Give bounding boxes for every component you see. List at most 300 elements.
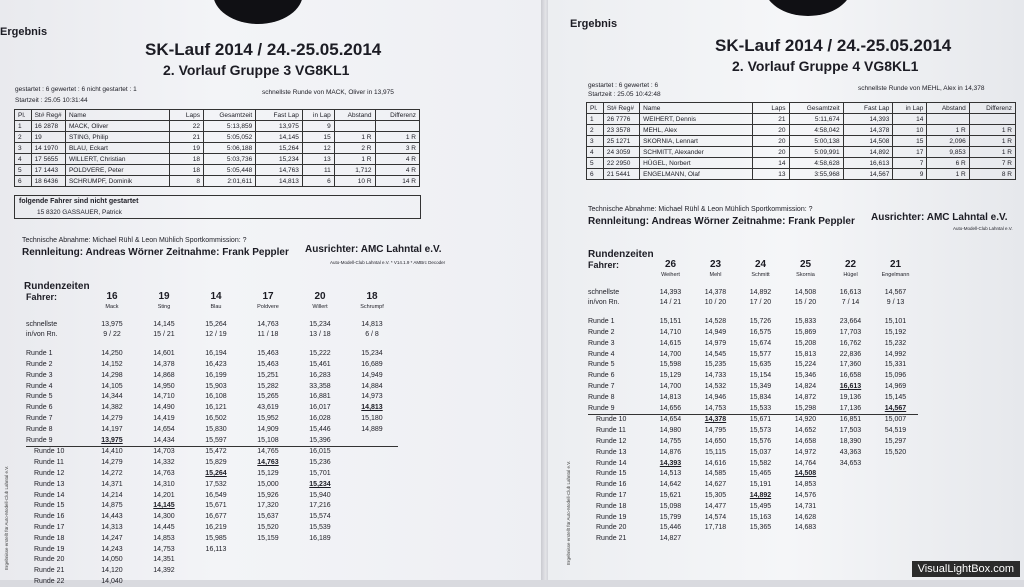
lap-time: 15,192 <box>884 329 907 337</box>
lap-row <box>26 435 398 446</box>
lap-time: 16,017 <box>309 404 331 412</box>
lap-time: 15,463 <box>257 361 279 369</box>
lap-time: 14,351 <box>153 556 175 564</box>
lap-time: 16,762 <box>839 339 862 347</box>
lap-time: 15,222 <box>309 350 331 358</box>
lap-row <box>26 468 398 479</box>
lap-time: 17,320 <box>257 502 279 510</box>
race-officials: Rennleitung: Andreas Wörner Zeitnahme: Frank Peppler <box>22 247 289 258</box>
lap-time <box>873 490 918 501</box>
lap-time: 15,236 <box>309 459 331 467</box>
results-cell: 2 <box>587 125 604 136</box>
lap-row <box>26 446 398 457</box>
lap-time: 17,503 <box>839 427 862 435</box>
inrn-label: in/von Rn. <box>26 331 58 339</box>
lap-time <box>294 544 346 555</box>
lap-label: Runde 3 <box>588 339 615 347</box>
lap-time: 14,710 <box>153 393 175 401</box>
fast-value: 14,378 <box>704 288 727 296</box>
results-cell: 5:05,448 <box>203 165 255 176</box>
results-cell: SKORNIA, Lennart <box>640 136 753 147</box>
lap-time: 14,574 <box>704 513 727 521</box>
fast-label: schnellste <box>26 320 58 328</box>
results-cell: 1,712 <box>334 165 375 176</box>
lap-time: 14,601 <box>153 350 175 358</box>
lap-row <box>26 511 398 522</box>
lap-label: Runde 13 <box>34 480 65 488</box>
lap-time <box>828 501 873 512</box>
lap-time <box>346 468 398 479</box>
lap-row <box>588 425 918 436</box>
lap-label: Runde 15 <box>34 502 65 510</box>
lap-time: 15,298 <box>794 404 817 412</box>
lap-time: 14,973 <box>361 393 383 401</box>
lap-time: 14,765 <box>257 448 279 456</box>
lap-time: 14,813 <box>361 404 383 412</box>
lap-time <box>346 522 398 533</box>
lap-time <box>738 533 783 544</box>
results-cell: 3 <box>15 143 32 154</box>
lap-row <box>588 316 918 327</box>
inrn-value: 13 / 18 <box>309 331 331 339</box>
lap-time <box>693 533 738 544</box>
lap-label: Runde 20 <box>34 556 65 564</box>
lap-row <box>26 392 398 403</box>
lap-time: 16,502 <box>205 415 227 423</box>
punch-hole <box>764 0 852 16</box>
lap-label: Runde 7 <box>588 383 615 391</box>
results-cell: 3 R <box>375 143 419 154</box>
lap-time: 14,272 <box>101 470 123 478</box>
lap-time: 14,250 <box>101 350 123 358</box>
lap-time: 14,152 <box>101 361 123 369</box>
results-cell: STING, Philip <box>65 132 169 143</box>
lap-time: 15,224 <box>794 361 817 369</box>
results-cell: 7 R <box>969 158 1015 169</box>
results-cell: 4:58,042 <box>789 125 843 136</box>
driver-name: Blau <box>210 304 222 311</box>
lap-label: Runde 6 <box>588 372 615 380</box>
results-cell: 15,264 <box>256 143 303 154</box>
lap-row <box>26 413 398 424</box>
lap-time <box>242 576 294 587</box>
lap-time: 15,621 <box>659 492 682 500</box>
lap-time: 15,180 <box>361 415 383 423</box>
lap-time <box>346 576 398 587</box>
lap-times-title: Rundenzeiten <box>24 281 90 292</box>
driver-name: Schmitt <box>751 272 770 279</box>
lap-row <box>26 479 398 490</box>
lap-time: 14,382 <box>101 404 123 412</box>
lap-time: 15,598 <box>659 361 682 369</box>
lap-time: 15,472 <box>205 448 227 456</box>
fast-value: 14,763 <box>257 320 279 328</box>
lap-row <box>588 458 918 469</box>
lap-time: 14,889 <box>361 425 383 433</box>
lap-time: 14,853 <box>794 481 817 489</box>
punch-hole <box>213 0 303 24</box>
driver-name: Weihert <box>661 272 680 279</box>
results-cell: 5:03,736 <box>203 154 255 165</box>
lap-label: Runde 8 <box>26 425 53 433</box>
results-header-cell: Gesamtzeit <box>203 110 255 121</box>
lap-time: 15,154 <box>749 372 772 380</box>
fast-value: 13,975 <box>101 320 123 328</box>
lap-time <box>828 533 873 544</box>
lap-row <box>26 555 398 566</box>
lap-time: 16,199 <box>205 371 227 379</box>
results-table <box>586 102 1016 180</box>
lap-time: 15,830 <box>205 425 227 433</box>
lap-time: 14,490 <box>153 404 175 412</box>
lap-label: Runde 12 <box>596 438 627 446</box>
lap-time: 15,151 <box>659 318 682 326</box>
lap-time: 15,396 <box>309 436 331 444</box>
lap-time: 15,191 <box>749 481 772 489</box>
results-cell: 5:11,674 <box>789 114 843 125</box>
lap-time: 15,869 <box>794 329 817 337</box>
lap-time: 15,208 <box>794 339 817 347</box>
lap-time: 43,619 <box>257 404 279 412</box>
lap-time: 14,658 <box>794 438 817 446</box>
lap-row <box>588 479 918 490</box>
driver-name: Engelmann <box>881 272 910 279</box>
inrn-value: 11 / 18 <box>257 331 279 339</box>
lap-time <box>138 576 190 587</box>
lap-time: 16,613 <box>839 383 862 391</box>
results-cell: SCHRUMPF, Dominik <box>65 176 169 187</box>
results-cell: 17 1443 <box>31 165 65 176</box>
results-header-cell: Name <box>65 110 169 121</box>
results-cell: 13 <box>753 169 789 180</box>
lap-time <box>346 479 398 490</box>
lap-row <box>26 490 398 501</box>
lap-time: 16,283 <box>309 371 331 379</box>
results-cell: 1 <box>15 121 32 132</box>
lap-time: 16,423 <box>205 361 227 369</box>
results-cell: 6 <box>587 169 604 180</box>
lap-label: Runde 8 <box>588 393 615 401</box>
lap-time <box>294 576 346 587</box>
lap-time: 14,243 <box>101 545 123 553</box>
lap-time <box>828 479 873 490</box>
ergebnis-heading: Ergebnis <box>0 26 48 38</box>
lap-time: 15,674 <box>749 339 772 347</box>
lap-time <box>873 512 918 523</box>
lap-time <box>346 565 398 576</box>
lap-label: Runde 11 <box>596 427 626 435</box>
lap-time: 14,120 <box>101 567 123 575</box>
lap-time <box>346 457 398 468</box>
results-cell: 25 1271 <box>603 136 639 147</box>
lap-time: 15,574 <box>309 513 331 521</box>
fast-value: 14,393 <box>659 288 682 296</box>
results-cell: 15,234 <box>256 154 303 165</box>
lap-time: 14,710 <box>659 329 682 337</box>
lap-time: 15,264 <box>205 470 227 478</box>
lap-time: 14,247 <box>101 534 123 542</box>
lap-time: 16,689 <box>361 361 383 369</box>
lap-time: 14,545 <box>704 350 727 358</box>
lap-time: 16,658 <box>839 372 862 380</box>
fastest-lap-info: schnellste Runde von MACK, Oliver in 13,975 <box>262 89 394 96</box>
results-cell: 14,892 <box>843 147 893 158</box>
lap-label: Runde 18 <box>34 534 65 542</box>
results-cell: 13 <box>302 154 334 165</box>
results-cell: 20 <box>753 136 789 147</box>
results-row <box>15 176 420 187</box>
lap-time <box>873 479 918 490</box>
lap-label: Runde 1 <box>26 350 53 358</box>
lap-time: 15,349 <box>749 383 772 391</box>
lap-label: Runde 13 <box>596 448 627 456</box>
lap-label: Runde 4 <box>588 350 615 358</box>
results-cell: 20 <box>753 147 789 158</box>
lap-time: 17,718 <box>704 524 727 532</box>
lap-label: Runde 21 <box>34 567 65 575</box>
lap-time: 14,654 <box>659 416 682 424</box>
results-cell <box>375 121 419 132</box>
not-started-driver: 15 8320 GASSAUER, Patrick <box>37 209 122 216</box>
lap-time: 15,597 <box>205 436 227 444</box>
lap-time: 15,108 <box>257 436 279 444</box>
lap-label: Runde 20 <box>596 524 627 532</box>
lap-time <box>346 555 398 566</box>
organizer: Ausrichter: AMC Lahntal e.V. <box>305 244 442 255</box>
lap-time: 14,332 <box>153 459 175 467</box>
lap-time: 14,528 <box>704 318 727 326</box>
fast-label: schnellste <box>588 288 620 296</box>
results-cell: 1 R <box>375 132 419 143</box>
lap-row <box>26 533 398 544</box>
results-cell: WILLERT, Christian <box>65 154 169 165</box>
results-header-cell: Abstand <box>334 110 375 121</box>
fast-value: 14,813 <box>361 320 383 328</box>
lap-time: 14,979 <box>704 339 727 347</box>
results-header-cell: Differenz <box>375 110 419 121</box>
lap-time: 14,105 <box>101 382 123 390</box>
lap-label: Runde 16 <box>34 513 65 521</box>
lap-time: 15,129 <box>257 470 279 478</box>
lap-time: 14,949 <box>361 371 383 379</box>
not-started-title: folgende Fahrer sind nicht gestartet <box>19 198 139 205</box>
lap-time: 14,733 <box>704 372 727 380</box>
results-header-cell: in Lap <box>302 110 334 121</box>
lap-times-title: Rundenzeiten <box>588 249 654 260</box>
lap-label: Runde 19 <box>34 545 65 553</box>
lap-time: 15,582 <box>749 459 772 467</box>
footer-small: Auto-Modell-Club Lahntal e.V. * V14.1.9 * AMBrc Decoder <box>330 260 446 265</box>
lap-time <box>190 576 242 587</box>
lap-time: 14,884 <box>361 382 383 390</box>
results-cell: 18 <box>169 154 203 165</box>
lap-time: 14,513 <box>659 470 682 478</box>
lap-time: 14,627 <box>704 481 727 489</box>
lap-time: 14,764 <box>794 459 817 467</box>
lap-time: 43,363 <box>839 448 862 456</box>
lap-time <box>294 565 346 576</box>
lap-time: 23,664 <box>839 318 862 326</box>
driver-name: Willert <box>312 304 328 311</box>
lap-time: 14,652 <box>794 427 817 435</box>
results-cell: 4 <box>587 147 604 158</box>
results-header-cell: Fast Lap <box>256 110 303 121</box>
lap-time: 16,113 <box>205 545 227 553</box>
inrn-value: 6 / 8 <box>365 331 379 339</box>
results-cell: 17 <box>893 147 927 158</box>
results-row <box>587 125 1016 136</box>
lap-row <box>26 565 398 576</box>
lap-label: Runde 10 <box>34 448 65 456</box>
results-cell: 21 <box>753 114 789 125</box>
results-row <box>587 147 1016 158</box>
driver-number: 16 <box>106 291 118 302</box>
results-cell: 2 <box>15 132 32 143</box>
lap-label: Runde 21 <box>596 535 627 543</box>
results-cell: 5:05,052 <box>203 132 255 143</box>
results-header-cell: Pl. <box>587 103 604 114</box>
results-header-cell: Pl. <box>15 110 32 121</box>
driver-name: Mehl <box>709 272 722 279</box>
lap-time: 15,235 <box>704 361 727 369</box>
side-print: Ergebnisse erstellt für Auto-Modell-Club Lahntal e.V. <box>4 465 9 570</box>
results-cell: 10 R <box>334 176 375 187</box>
results-cell: 22 <box>169 121 203 132</box>
lap-time: 22,836 <box>839 350 862 358</box>
lap-time: 14,868 <box>153 371 175 379</box>
driver-number: 23 <box>709 259 722 270</box>
lap-time: 14,310 <box>153 480 175 488</box>
results-table <box>14 109 420 187</box>
lap-time: 15,495 <box>749 502 772 510</box>
results-cell: 1 R <box>969 147 1015 158</box>
results-cell: 14 1970 <box>31 143 65 154</box>
results-cell <box>334 121 375 132</box>
lap-time: 14,445 <box>153 524 175 532</box>
lap-time: 14,703 <box>153 448 175 456</box>
results-cell: 9 <box>893 169 927 180</box>
lap-row <box>588 349 918 360</box>
driver-number: 20 <box>314 291 326 302</box>
lap-time <box>783 533 828 544</box>
lap-row <box>26 501 398 512</box>
results-cell: WEIHERT, Dennis <box>640 114 753 125</box>
driver-name: Poldvere <box>257 304 279 311</box>
results-cell: 11 <box>302 165 334 176</box>
results-cell: 8 <box>169 176 203 187</box>
results-header-cell: Gesamtzeit <box>789 103 843 114</box>
lap-row <box>588 469 918 480</box>
lap-time: 13,975 <box>101 436 123 444</box>
lap-time: 15,446 <box>309 425 331 433</box>
lap-time: 15,465 <box>749 470 772 478</box>
lap-label: Runde 1 <box>588 318 615 326</box>
lap-time: 14,532 <box>704 383 727 391</box>
tech-inspection: Technische Abnahme: Michael Rühl & Leon Mühlich Sportkommission: ? <box>22 237 247 244</box>
not-started-box <box>14 195 421 219</box>
lap-time: 16,851 <box>839 416 862 424</box>
lap-label: Runde 5 <box>26 393 53 401</box>
driver-number: 19 <box>158 291 170 302</box>
lap-time: 15,234 <box>361 350 383 358</box>
results-cell: 18 <box>169 165 203 176</box>
lap-time: 14,892 <box>749 492 772 500</box>
lap-time <box>242 565 294 576</box>
lap-row <box>26 359 398 370</box>
lap-time: 14,050 <box>101 556 123 564</box>
results-cell <box>927 114 969 125</box>
lap-time: 14,615 <box>659 339 682 347</box>
lap-time <box>190 565 242 576</box>
lap-label: Runde 17 <box>34 524 65 532</box>
lap-time: 15,833 <box>794 318 817 326</box>
lap-time: 15,952 <box>257 415 279 423</box>
lap-time: 14,616 <box>704 459 727 467</box>
results-cell: 4 R <box>375 165 419 176</box>
results-cell: 1 R <box>927 125 969 136</box>
lap-time: 15,446 <box>659 524 682 532</box>
lap-time: 14,909 <box>257 425 279 433</box>
lap-time: 14,683 <box>794 524 817 532</box>
lap-time: 14,753 <box>153 545 175 553</box>
lap-time: 14,654 <box>153 425 175 433</box>
lap-time <box>346 490 398 501</box>
lap-time: 16,219 <box>205 524 227 532</box>
lap-time: 14,378 <box>704 416 727 424</box>
results-header-cell: in Lap <box>893 103 927 114</box>
lap-time: 15,265 <box>257 393 279 401</box>
results-cell: 1 R <box>969 136 1015 147</box>
lap-label: Runde 2 <box>26 361 53 369</box>
lap-row <box>588 447 918 458</box>
lap-row <box>26 402 398 413</box>
lap-time: 14,344 <box>101 393 123 401</box>
lap-label: Runde 14 <box>596 459 627 467</box>
lap-row <box>26 576 398 587</box>
lap-time: 15,365 <box>749 524 772 532</box>
lap-time: 14,650 <box>704 438 727 446</box>
lap-time: 15,115 <box>705 448 726 456</box>
results-cell: 5 <box>587 158 604 169</box>
lap-time: 15,007 <box>884 416 907 424</box>
lap-time: 14,201 <box>153 491 175 499</box>
lap-label: Runde 16 <box>596 481 627 489</box>
lap-time: 15,037 <box>749 448 772 456</box>
driver-number: 14 <box>210 291 222 302</box>
driver-number: 18 <box>366 291 378 302</box>
lap-time <box>346 435 398 446</box>
start-time: Startzeit : 25.05 10:42:48 <box>588 91 661 98</box>
driver-name: Schrumpf <box>360 304 384 311</box>
results-cell: 19 <box>169 143 203 154</box>
lap-label: Runde 4 <box>26 382 53 390</box>
lap-time: 14,872 <box>794 393 817 401</box>
results-cell: 5:00,138 <box>789 136 843 147</box>
lap-time <box>242 555 294 566</box>
results-cell: 6 <box>15 176 32 187</box>
lap-label: Runde 9 <box>588 404 615 412</box>
lap-time: 14,642 <box>659 481 682 489</box>
lap-time: 15,520 <box>257 524 279 532</box>
lap-row <box>26 522 398 533</box>
lap-time: 15,297 <box>884 438 907 446</box>
lap-time: 15,539 <box>309 524 331 532</box>
results-row <box>587 136 1016 147</box>
lap-label: Runde 15 <box>596 470 627 478</box>
page-subtitle: 2. Vorlauf Gruppe 4 VG8KL1 <box>732 58 919 74</box>
lap-time: 14,813 <box>659 393 682 401</box>
lap-time <box>346 501 398 512</box>
